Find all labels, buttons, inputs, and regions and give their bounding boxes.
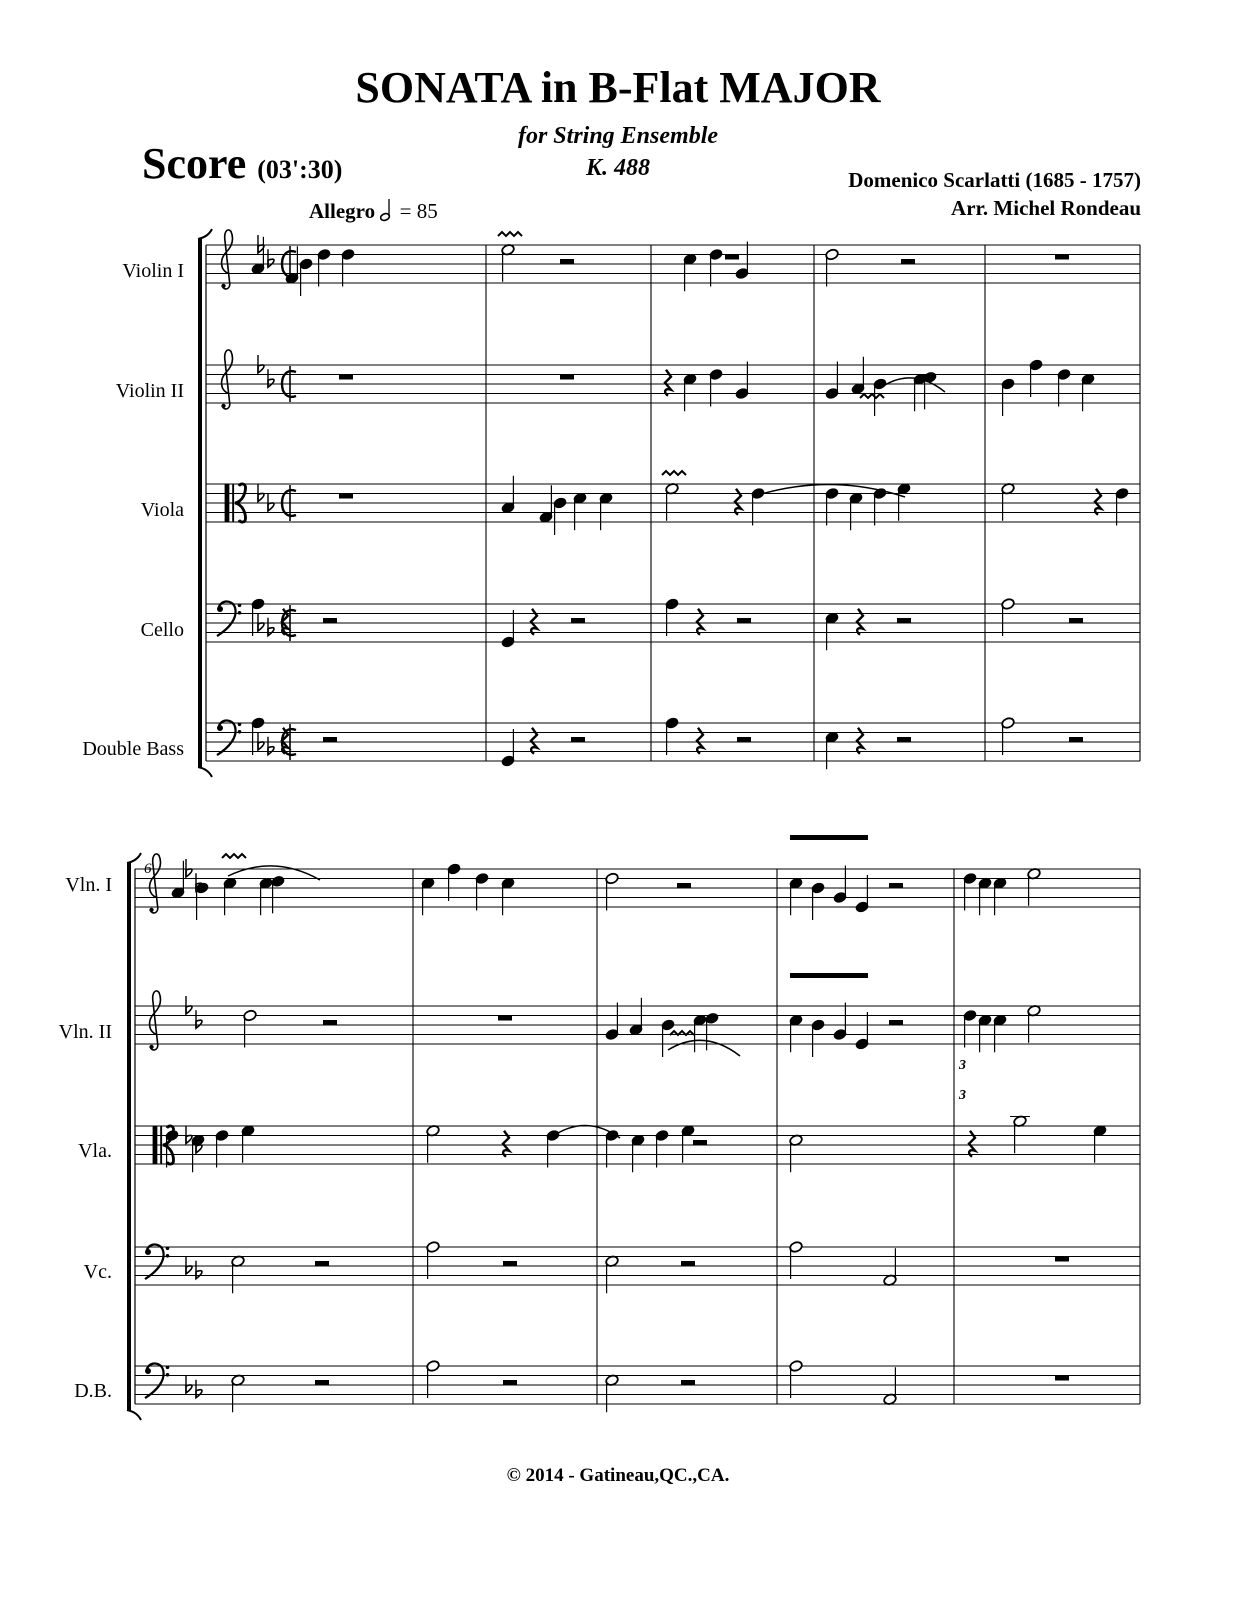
flat-icon (268, 249, 274, 267)
staff-label-db: D.B. (74, 1380, 112, 1402)
flat-icon (268, 369, 274, 387)
arranger-credit: Arr. Michel Rondeau (951, 196, 1141, 220)
whole-rest-icon (339, 494, 353, 499)
quarter-rest-icon (665, 370, 671, 396)
system-bracket (198, 239, 202, 767)
half-rest-icon (889, 1020, 903, 1025)
staff-label-violin-2: Violin II (115, 380, 184, 402)
half-rest-icon (315, 1380, 329, 1385)
flat-icon (268, 737, 274, 755)
whole-rest-icon (1055, 1376, 1069, 1381)
staff-2 (206, 350, 1140, 416)
whole-rest-icon (725, 255, 739, 260)
half-rest-icon (681, 1380, 695, 1385)
flat-icon (258, 613, 264, 631)
bracket-bottom-hook (127, 1410, 141, 1420)
whole-rest-icon (560, 375, 574, 380)
tuplet-mark-2: 3 (959, 1058, 966, 1073)
flat-icon (186, 996, 192, 1014)
slur (668, 1040, 740, 1056)
staff-label-double-bass: Double Bass (82, 738, 184, 760)
measure-number: 6 (144, 861, 152, 877)
half-rest-icon (897, 618, 911, 623)
half-rest-icon (323, 618, 337, 623)
staff-label-viola: Viola (140, 499, 184, 521)
subtitle-line-1: for String Ensemble (517, 123, 719, 149)
slur (228, 866, 320, 880)
staff-4 (206, 598, 1140, 651)
staff-4 (135, 1241, 1140, 1294)
half-rest-icon (503, 1261, 517, 1266)
quarter-rest-icon (1095, 489, 1101, 515)
score-title: SONATA in B-Flat MAJOR (355, 63, 881, 112)
half-rest-icon (681, 1261, 695, 1266)
half-rest-icon (571, 618, 585, 623)
flat-icon (258, 484, 264, 502)
quarter-rest-icon (282, 609, 288, 635)
staff-1 (135, 854, 1140, 920)
tempo-word: Allegro (309, 199, 376, 223)
tuplet-mark-1: 3 (959, 1088, 966, 1103)
quarter-rest-icon (531, 728, 537, 754)
flat-icon (268, 493, 274, 511)
whole-rest-icon (1055, 255, 1069, 260)
staff-label-cello: Cello (140, 619, 184, 641)
flat-icon (268, 618, 274, 636)
staff-5 (135, 1360, 1140, 1413)
quarter-rest-icon (697, 728, 703, 754)
quarter-rest-icon (697, 609, 703, 635)
system-bracket (127, 863, 131, 1410)
mordent-icon (860, 394, 884, 398)
bass-clef-icon (217, 721, 241, 756)
flat-icon (258, 355, 264, 373)
subtitle-line-2: K. 488 (585, 155, 650, 181)
mordent-icon (498, 232, 522, 236)
half-rest-icon (1069, 737, 1083, 742)
score-word: Score (142, 139, 247, 188)
system-2 (127, 853, 1140, 1420)
flat-icon (196, 1010, 202, 1028)
half-rest-icon (1069, 618, 1083, 623)
staff-label-vln-2: Vln. II (58, 1021, 112, 1043)
half-rest-icon (323, 737, 337, 742)
staff-2 (135, 991, 1140, 1057)
staff-label-vln-1: Vln. I (65, 874, 112, 896)
flat-icon (186, 1126, 192, 1144)
half-rest-icon (901, 259, 915, 264)
staff-1 (206, 230, 1140, 296)
staff-5 (206, 717, 1140, 770)
half-rest-icon (315, 1261, 329, 1266)
quarter-rest-icon (503, 1131, 509, 1157)
slur (880, 378, 945, 392)
beam (790, 973, 868, 978)
staff-3 (135, 1115, 1140, 1172)
staff-label-vla: Vla. (78, 1140, 112, 1162)
flat-icon (258, 732, 264, 750)
copyright-footer: © 2014 - Gatineau,QC.,CA. (506, 1465, 730, 1486)
flat-icon (186, 859, 192, 877)
system-labels (59, 260, 966, 1402)
beam (790, 835, 868, 840)
staff-3 (206, 476, 1140, 535)
staff-label-vc: Vc. (83, 1261, 112, 1283)
duration-label: (03':30) (257, 155, 343, 184)
mordent-icon (222, 854, 246, 858)
half-rest-icon (677, 883, 691, 888)
half-rest-icon (889, 883, 903, 888)
flat-icon (196, 1380, 202, 1398)
half-rest-icon (897, 737, 911, 742)
treble-clef-icon (221, 230, 232, 289)
half-rest-icon (737, 737, 751, 742)
quarter-rest-icon (857, 609, 863, 635)
quarter-rest-icon (282, 728, 288, 754)
quarter-rest-icon (969, 1131, 975, 1157)
bracket-top-hook (198, 229, 212, 239)
half-rest-icon (323, 1020, 337, 1025)
half-rest-icon (571, 737, 585, 742)
bass-clef-icon (217, 602, 241, 637)
whole-rest-icon (339, 375, 353, 380)
half-rest-icon (503, 1380, 517, 1385)
bracket-top-hook (127, 853, 141, 863)
whole-rest-icon (498, 1016, 512, 1021)
treble-clef-icon (221, 350, 232, 409)
half-rest-icon (737, 618, 751, 623)
bracket-bottom-hook (198, 767, 212, 777)
quarter-rest-icon (857, 728, 863, 754)
staff-label-violin-1: Violin I (122, 260, 184, 282)
half-rest-icon (560, 259, 574, 264)
flat-icon (186, 1375, 192, 1393)
bass-clef-icon (145, 1245, 169, 1280)
tempo-value: = 85 (399, 199, 438, 223)
whole-rest-icon (1055, 1257, 1069, 1262)
quarter-rest-icon (735, 489, 741, 515)
flat-icon (186, 1256, 192, 1274)
half-rest-icon (693, 1140, 707, 1145)
system-1 (198, 229, 1140, 777)
mordent-icon (662, 471, 686, 475)
treble-clef-icon (149, 991, 160, 1050)
composer-credit: Domenico Scarlatti (1685 - 1757) (848, 168, 1141, 192)
flat-icon (196, 1261, 202, 1279)
bass-clef-icon (145, 1364, 169, 1399)
quarter-rest-icon (531, 609, 537, 635)
